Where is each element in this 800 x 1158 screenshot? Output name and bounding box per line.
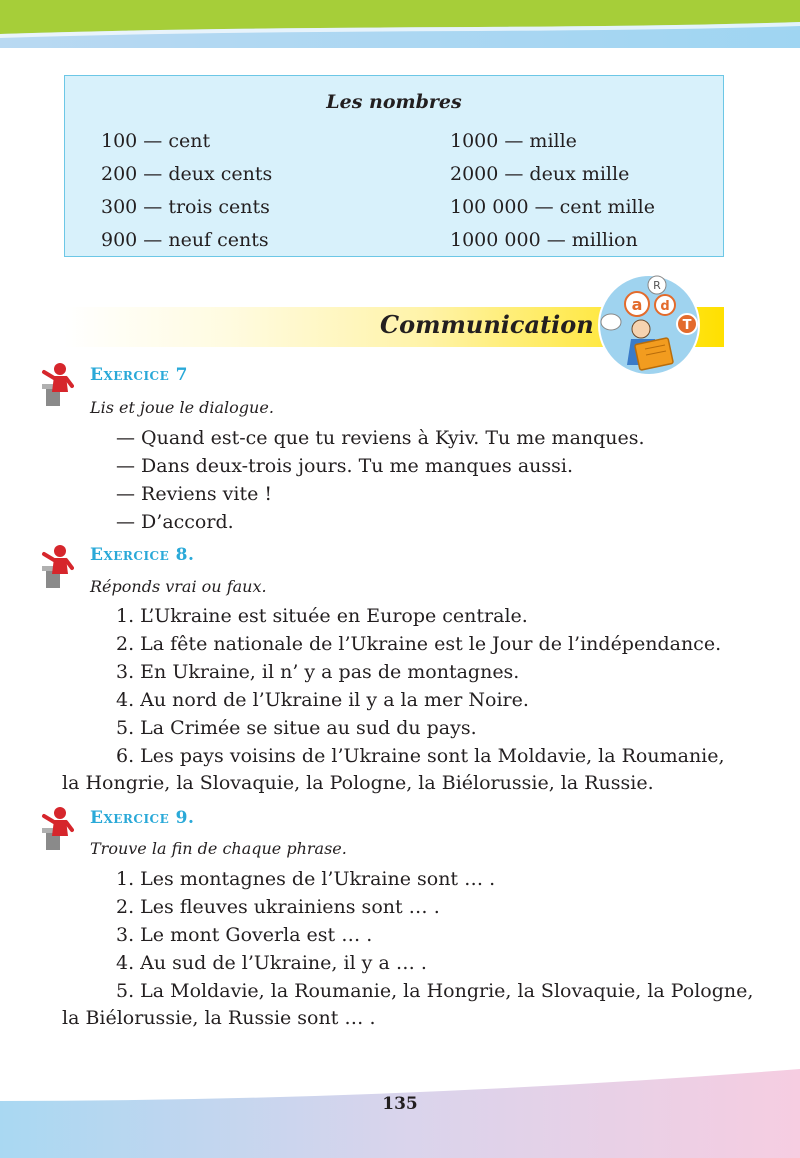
exercise-instruction: Trouve la fin de chaque phrase. <box>90 839 347 858</box>
bubble-letter: T <box>682 318 692 333</box>
exercise-word: Exercice <box>90 365 170 385</box>
number-row: 1000 — mille <box>450 130 577 152</box>
exercise-number: 8. <box>175 545 195 565</box>
exercise-instruction: Lis et joue le dialogue. <box>90 398 274 417</box>
exercise-line: 2. Les fleuves ukrainiens sont … . <box>116 896 440 918</box>
exercise-line: 1. Les montagnes de l’Ukraine sont … . <box>116 868 496 890</box>
communication-illustration <box>597 267 705 379</box>
speaker-figure-icon <box>38 544 74 590</box>
exercise-line: 4. Au sud de l’Ukraine, il y a … . <box>116 952 427 974</box>
numbers-right-column <box>450 130 655 262</box>
exercise-line: la Hongrie, la Slovaquie, la Pologne, la Biélorussie, la Russie. <box>62 772 654 794</box>
speaker-figure-icon <box>38 362 74 408</box>
number-row: 1000 000 — million <box>450 229 638 251</box>
number-row: 2000 — deux mille <box>450 163 630 185</box>
number-row: 100 000 — cent mille <box>450 196 655 218</box>
speaker-figure-icon <box>38 806 74 852</box>
exercise-heading <box>90 808 194 828</box>
number-row: 300 — trois cents <box>101 196 270 218</box>
exercise-line: 5. La Crimée se situe au sud du pays. <box>116 717 477 739</box>
exercise-heading <box>90 365 188 385</box>
numbers-box <box>64 75 724 257</box>
exercise-line: 5. La Moldavie, la Roumanie, la Hongrie, la Slovaquie, la Pologne, <box>116 980 754 1002</box>
exercise-line: 4. Au nord de l’Ukraine il y a la mer Noire. <box>116 689 529 711</box>
exercise-word: Exercice <box>90 808 170 828</box>
exercise-line: — D’accord. <box>116 511 234 533</box>
exercise-line: la Biélorussie, la Russie sont … . <box>62 1007 376 1029</box>
top-decorative-band <box>0 0 800 48</box>
exercise-word: Exercice <box>90 545 170 565</box>
number-row: 900 — neuf cents <box>101 229 269 251</box>
section-title: Communication <box>380 310 594 339</box>
exercise-number: 9. <box>175 808 195 828</box>
exercise-line: — Dans deux-trois jours. Tu me manques aussi. <box>116 455 574 477</box>
exercise-line: 6. Les pays voisins de l’Ukraine sont la Moldavie, la Roumanie, <box>116 745 725 767</box>
exercise-number: 7 <box>175 365 189 385</box>
exercise-heading <box>90 545 194 565</box>
exercise-line: — Quand est-ce que tu reviens à Kyiv. Tu me manques. <box>116 427 645 449</box>
exercise-line: 2. La fête nationale de l’Ukraine est le Jour de l’indépendance. <box>116 633 722 655</box>
number-row: 200 — deux cents <box>101 163 273 185</box>
exercise-line: — Reviens vite ! <box>116 483 273 505</box>
page-number: 135 <box>382 1094 418 1114</box>
numbers-title: Les nombres <box>326 91 462 113</box>
exercise-instruction: Réponds vrai ou faux. <box>90 577 267 596</box>
bubble-letter: R <box>653 279 661 292</box>
exercise-line: 1. L’Ukraine est située en Europe centrale. <box>116 605 528 627</box>
number-row: 100 — cent <box>101 130 211 152</box>
exercise-line: 3. Le mont Goverla est … . <box>116 924 373 946</box>
exercise-line: 3. En Ukraine, il n’ y a pas de montagnes. <box>116 661 520 683</box>
numbers-left-column <box>101 130 272 262</box>
bubble-letter: a <box>631 295 643 314</box>
bubble-letter: d <box>660 299 670 314</box>
